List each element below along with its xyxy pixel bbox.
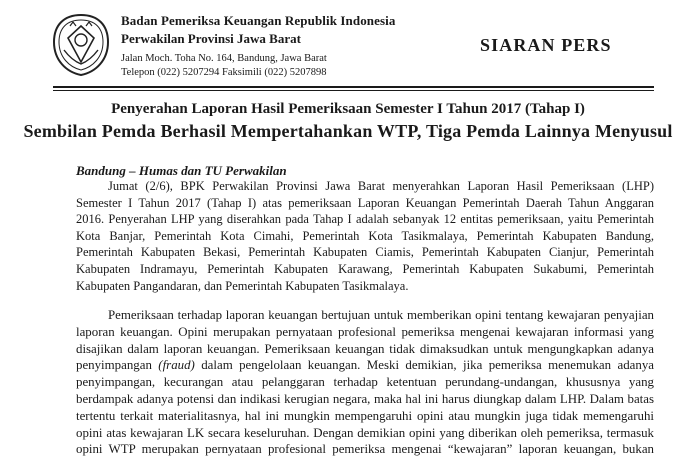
paragraph-line: opini atas kewajaran LK secara keseluruhan. Dengan demikian opini yang diberikan oleh pemeriksa, termasuk bbox=[76, 425, 654, 440]
organization-phone: Telepon (022) 5207294 Faksimili (022) 5207898 bbox=[121, 67, 327, 78]
paragraph-2 bbox=[76, 307, 654, 462]
paragraph-line: penyimpangan (fraud) dalam pengelolaan keuangan. Meski demikian, jika pemeriksa menemukan adanya bbox=[76, 358, 654, 373]
organization-branch: Perwakilan Provinsi Jawa Barat bbox=[121, 31, 301, 46]
paragraph-line: Kota Banjar, Pemerintah Kota Cimahi, Pemerintah Kota Tasikmalaya, Pemerintah Kabupaten Bandung, bbox=[76, 228, 654, 243]
release-headline: Sembilan Pemda Berhasil Mempertahankan WTP, Tiga Pemda Lainnya Menyusul bbox=[23, 121, 673, 141]
paragraph-line: laporan keuangan. Opini merupakan pernyataan profesional pemeriksa mengenai kewajaran informasi yang bbox=[76, 324, 654, 339]
paragraph-line: berdampak adanya potensi dan indikasi kerugian negara, maka hal ini harus diungkap dalam LHP. Dalam batas bbox=[76, 391, 654, 406]
paragraph-line: Kabupaten Indramayu, Pemerintah Kabupaten Karawang, Pemerintah Kabupaten Sukabumi, Pemerintah bbox=[76, 261, 654, 276]
release-title: Penyerahan Laporan Hasil Pemeriksaan Semester I Tahun 2017 (Tahap I) bbox=[111, 101, 585, 117]
paragraph-line: 2016. Penyerahan LHP yang diserahkan pada Tahap I adalah sebanyak 12 entitas pemeriksaan, yaitu Pemerintah bbox=[76, 212, 654, 227]
dateline: Bandung – Humas dan TU Perwakilan bbox=[76, 163, 287, 178]
paragraph-line: disajikan dalam laporan keuangan. Pemeriksaan keuangan tidak dimaksudkan untuk mengungkapkan adanya bbox=[76, 341, 654, 356]
organization-name: Badan Pemeriksa Keuangan Republik Indonesia bbox=[121, 13, 396, 28]
header-divider-thin bbox=[53, 90, 654, 91]
header-divider-thick bbox=[53, 86, 654, 88]
document-type-label: SIARAN PERS bbox=[480, 35, 612, 55]
paragraph-line: opini WTP merupakan pernyataan profesional pemeriksa mengenai “kewajaran” laporan keuangan, bukan bbox=[76, 442, 654, 457]
italic-term: (fraud) bbox=[158, 358, 195, 373]
paragraph-line: tertentu terkait materialitasnya, hal ini mungkin mempengaruhi opini atau mungkin juga tidak memengaruhi bbox=[76, 408, 654, 423]
paragraph-line: penyimpangan, kecurangan atau pelanggaran terhadap ketentuan perundang-undangan, khususnya yang bbox=[76, 375, 654, 390]
paragraph-line: Kabupaten Pangandaran, dan Pemerintah Kabupaten Tasikmalaya. bbox=[76, 278, 409, 293]
paragraph-1 bbox=[76, 178, 654, 294]
paragraph-line: Jumat (2/6), BPK Perwakilan Provinsi Jawa Barat menyerahkan Laporan Hasil Pemeriksaan (LHP) bbox=[108, 179, 654, 193]
paragraph-line: Pemerintah Kabupaten Bekasi, Pemerintah Kabupaten Ciamis, Pemerintah Kabupaten Cianjur, Pemerintah bbox=[76, 245, 654, 260]
cut-off-line bbox=[76, 458, 654, 462]
organization-address: Jalan Moch. Toha No. 164, Bandung, Jawa Barat bbox=[121, 53, 327, 64]
paragraph-line: Semester I Tahun 2017 (Tahap I) atas pemeriksaan Laporan Keuangan Pemerintah Daerah Tahun Anggaran bbox=[76, 195, 654, 210]
bpk-emblem-logo bbox=[50, 12, 112, 78]
paragraph-line: Pemeriksaan terhadap laporan keuangan bertujuan untuk memberikan opini tentang kewajaran penyajian bbox=[108, 308, 654, 322]
